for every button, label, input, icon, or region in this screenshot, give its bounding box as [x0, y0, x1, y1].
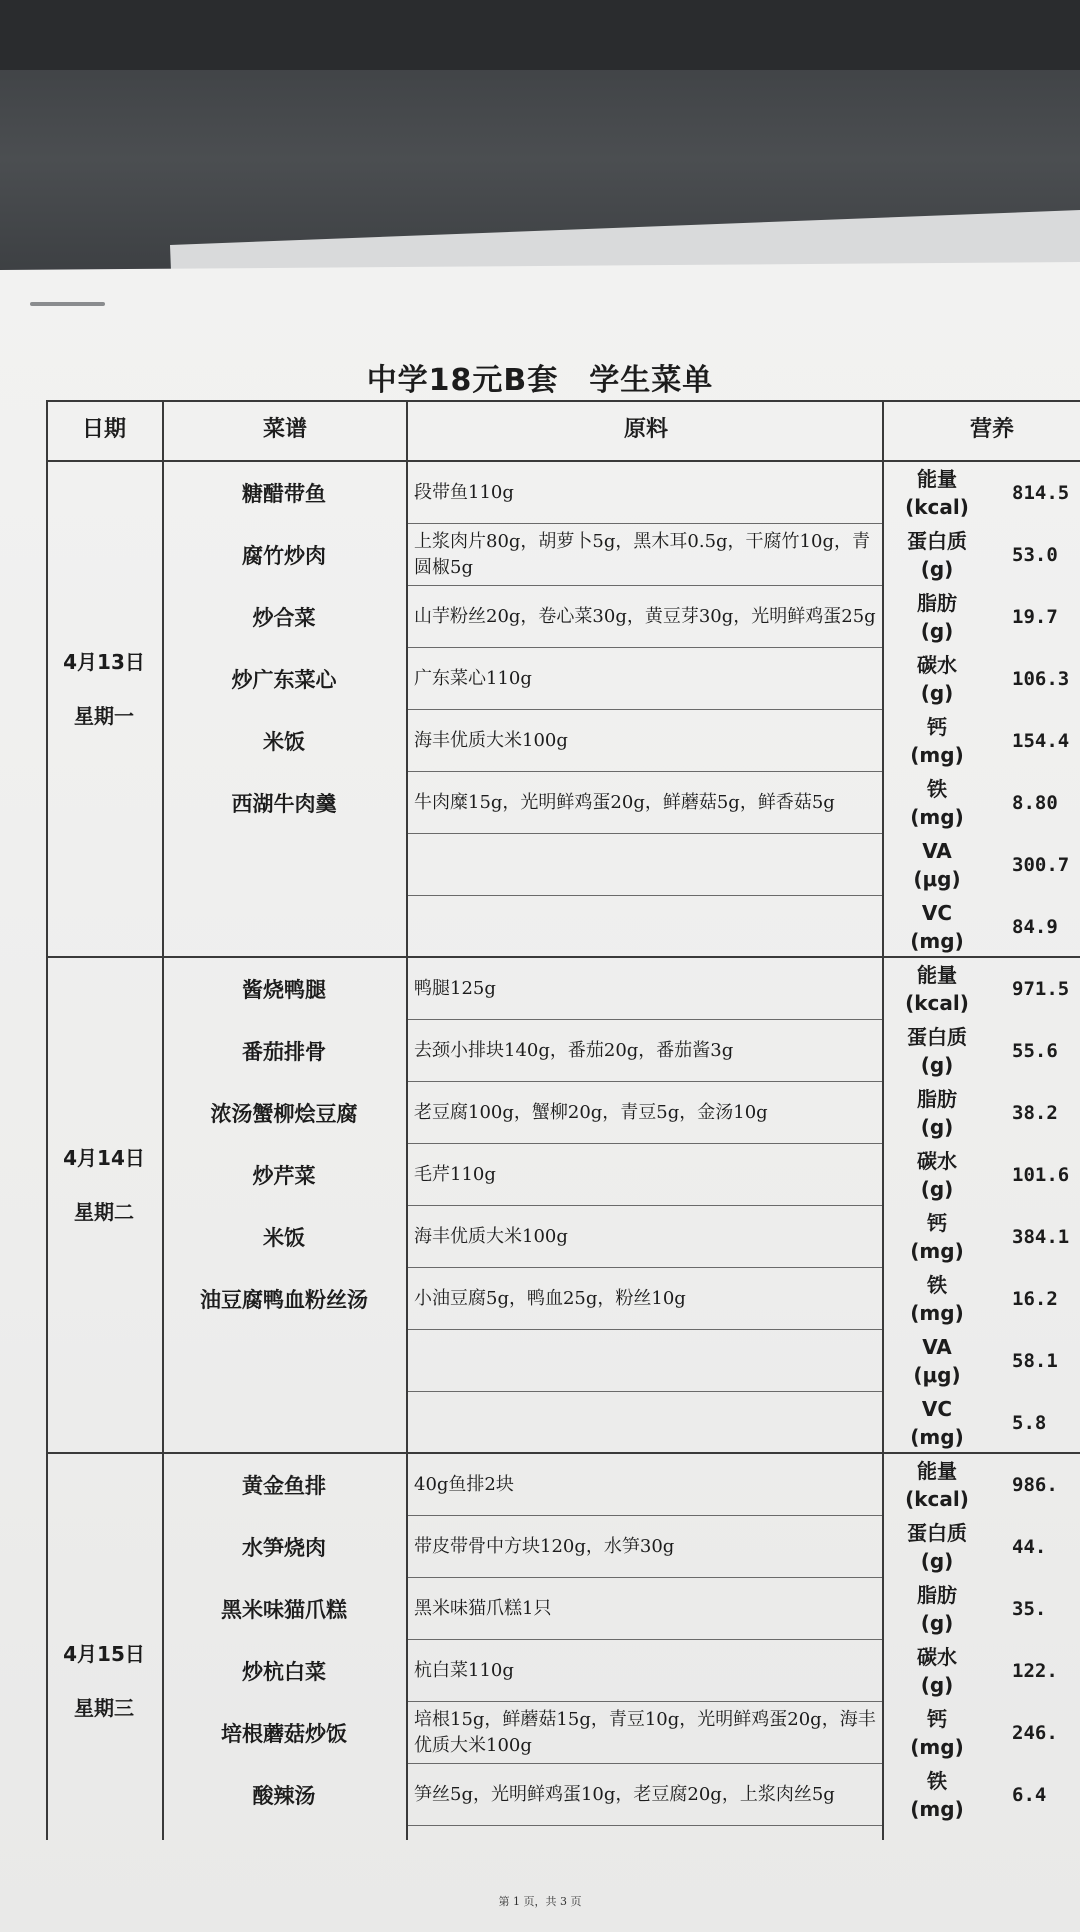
nutrition-label	[884, 1023, 990, 1079]
nutrition-name: 铁	[927, 1769, 947, 1793]
nutrition-value: 101.6	[1012, 1164, 1070, 1186]
nutrition-label	[884, 1333, 990, 1389]
dish-ingredients: 40g鱼排2块	[414, 1474, 514, 1495]
day-weekday: 星期一	[74, 704, 134, 728]
nutrition-name: 能量	[917, 963, 957, 987]
nutrition-name: 碳水	[917, 1645, 957, 1669]
nutrition-label	[884, 1085, 990, 1141]
nutrition-value: 16.2	[1012, 1288, 1058, 1310]
nutrition-name: 脂肪	[917, 1087, 957, 1111]
nutrition-unit: (μg)	[913, 1363, 961, 1387]
nutrition-label	[884, 465, 990, 521]
staple-mark	[30, 302, 105, 306]
header-dish: 菜谱	[262, 417, 307, 442]
dish-ingredients: 海丰优质大米100g	[414, 730, 568, 751]
nutrition-name: 脂肪	[917, 1583, 957, 1607]
nutrition-label	[884, 1147, 990, 1203]
nutrition-unit: (g)	[920, 1053, 954, 1077]
dish-ingredients: 海丰优质大米100g	[414, 1226, 568, 1247]
ingredient-row-divider	[408, 895, 882, 896]
nutrition-value: 246.	[1012, 1722, 1058, 1744]
nutrition-unit: (mg)	[910, 1735, 964, 1759]
nutrition-label	[884, 837, 990, 893]
nutrition-label	[884, 1705, 990, 1761]
nutrition-label	[884, 1519, 990, 1575]
nutrition-unit: (mg)	[910, 805, 964, 829]
nutrition-name: 钙	[927, 715, 947, 739]
nutrition-name: 钙	[927, 1211, 947, 1235]
nutrition-unit: (mg)	[910, 1301, 964, 1325]
dish-ingredients: 山芋粉丝20g，卷心菜30g，黄豆芽30g，光明鲜鸡蛋25g	[414, 606, 876, 627]
dish-name: 油豆腐鸭血粉丝汤	[200, 1288, 368, 1312]
ingredient-row-divider	[408, 833, 882, 834]
nutrition-value: 971.5	[1012, 978, 1070, 1000]
nutrition-label	[884, 775, 990, 831]
menu-table	[46, 400, 1080, 1840]
nutrition-value: 122.	[1012, 1660, 1058, 1682]
dish-ingredients: 培根15g，鲜蘑菇15g，青豆10g，光明鲜鸡蛋20g，海丰优质大米100g	[414, 1709, 876, 1756]
nutrition-label	[884, 527, 990, 583]
nutrition-value: 106.3	[1012, 668, 1070, 690]
nutrition-unit: (g)	[920, 619, 954, 643]
nutrition-unit: (mg)	[910, 743, 964, 767]
dish-name: 腐竹炒肉	[242, 544, 326, 568]
dish-name: 米饭	[263, 730, 305, 754]
header-nutrition: 营养	[969, 417, 1014, 442]
nutrition-name: 铁	[927, 777, 947, 801]
day-date: 4月13日	[63, 650, 145, 674]
nutrition-name: 蛋白质	[907, 1025, 967, 1049]
nutrition-label	[884, 1643, 990, 1699]
dish-name: 水笋烧肉	[242, 1536, 326, 1560]
page-footer: 第 1 页，共 3 页	[498, 1895, 582, 1908]
dish-ingredients: 去颈小排块140g，番茄20g，番茄酱3g	[414, 1040, 734, 1061]
nutrition-value: 58.1	[1012, 1350, 1058, 1372]
day-date: 4月14日	[63, 1146, 145, 1170]
day-weekday: 星期三	[74, 1696, 134, 1720]
nutrition-label	[884, 589, 990, 645]
dish-ingredients: 杭白菜110g	[414, 1660, 514, 1681]
nutrition-unit: (g)	[920, 1673, 954, 1697]
nutrition-unit: (g)	[920, 681, 954, 705]
nutrition-label	[884, 1581, 990, 1637]
dish-name: 番茄排骨	[242, 1040, 326, 1064]
dish-name: 黑米味猫爪糕	[221, 1598, 347, 1622]
dish-name: 浓汤蟹柳烩豆腐	[210, 1102, 358, 1126]
nutrition-unit: (mg)	[910, 1425, 964, 1449]
table-top-border	[46, 400, 1080, 402]
nutrition-unit: (kcal)	[905, 495, 969, 519]
printer-edge	[0, 0, 1080, 70]
nutrition-label	[884, 1209, 990, 1265]
nutrition-unit: (mg)	[910, 1797, 964, 1821]
nutrition-unit: (μg)	[913, 867, 961, 891]
nutrition-label	[884, 1395, 990, 1451]
dish-name: 培根蘑菇炒饭	[221, 1722, 347, 1746]
nutrition-name: 能量	[917, 467, 957, 491]
nutrition-value: 38.2	[1012, 1102, 1058, 1124]
nutrition-label	[884, 651, 990, 707]
nutrition-name: 脂肪	[917, 591, 957, 615]
nutrition-value: 8.80	[1012, 792, 1058, 814]
dish-ingredients: 老豆腐100g，蟹柳20g，青豆5g，金汤10g	[414, 1102, 768, 1123]
nutrition-unit: (mg)	[910, 929, 964, 953]
nutrition-name: VA	[922, 839, 952, 863]
nutrition-unit: (g)	[920, 557, 954, 581]
dish-ingredients: 黑米味猫爪糕1只	[414, 1598, 552, 1619]
dish-ingredients: 小油豆腐5g，鸭血25g，粉丝10g	[414, 1288, 686, 1309]
nutrition-label	[884, 1767, 990, 1823]
dish-name: 炒芹菜	[252, 1164, 316, 1188]
nutrition-label	[884, 1271, 990, 1327]
dish-name: 黄金鱼排	[242, 1474, 326, 1498]
dish-name: 西湖牛肉羹	[231, 792, 337, 816]
nutrition-name: 能量	[917, 1459, 957, 1483]
nutrition-value: 814.5	[1012, 482, 1070, 504]
nutrition-value: 154.4	[1012, 730, 1070, 752]
dish-ingredients: 带皮带骨中方块120g，水笋30g	[414, 1536, 675, 1557]
nutrition-value: 300.7	[1012, 854, 1070, 876]
nutrition-label	[884, 1457, 990, 1513]
header-date: 日期	[81, 417, 126, 442]
nutrition-unit: (kcal)	[905, 1487, 969, 1511]
dish-ingredients: 牛肉糜15g，光明鲜鸡蛋20g，鲜蘑菇5g，鲜香菇5g	[414, 792, 835, 813]
nutrition-value: 55.6	[1012, 1040, 1058, 1062]
nutrition-unit: (g)	[920, 1177, 954, 1201]
dish-name: 酸辣汤	[252, 1784, 316, 1808]
nutrition-value: 35.	[1012, 1598, 1047, 1620]
nutrition-unit: (g)	[920, 1115, 954, 1139]
dish-ingredients: 鸭腿125g	[414, 978, 496, 999]
header-ingredients: 原料	[623, 417, 668, 442]
dish-name: 米饭	[263, 1226, 305, 1250]
ingredient-row-divider	[408, 1825, 882, 1826]
day-date: 4月15日	[63, 1642, 145, 1666]
page-title: 中学18元B套 学生菜单	[366, 363, 714, 398]
nutrition-value: 19.7	[1012, 606, 1058, 628]
day-weekday: 星期二	[74, 1200, 134, 1224]
nutrition-name: VA	[922, 1335, 952, 1359]
nutrition-label	[884, 713, 990, 769]
nutrition-name: 蛋白质	[907, 529, 967, 553]
nutrition-unit: (mg)	[910, 1239, 964, 1263]
nutrition-value: 6.4	[1012, 1784, 1047, 1806]
dish-name: 炒杭白菜	[242, 1660, 326, 1684]
nutrition-label	[884, 961, 990, 1017]
nutrition-unit: (g)	[920, 1611, 954, 1635]
dish-name: 炒合菜	[252, 606, 316, 630]
ingredient-row-divider	[408, 1391, 882, 1392]
nutrition-name: 钙	[927, 1707, 947, 1731]
ingredient-row-divider	[408, 1329, 882, 1330]
nutrition-name: VC	[921, 901, 953, 925]
nutrition-value: 53.0	[1012, 544, 1058, 566]
dish-ingredients: 毛芹110g	[414, 1164, 496, 1185]
dish-ingredients: 笋丝5g，光明鲜鸡蛋10g，老豆腐20g，上浆肉丝5g	[414, 1784, 835, 1805]
nutrition-value: 986.	[1012, 1474, 1058, 1496]
nutrition-name: VC	[921, 1397, 953, 1421]
dish-name: 酱烧鸭腿	[242, 978, 326, 1002]
nutrition-value: 44.	[1012, 1536, 1047, 1558]
nutrition-label	[884, 899, 990, 955]
nutrition-unit: (g)	[920, 1549, 954, 1573]
nutrition-name: 铁	[927, 1273, 947, 1297]
dish-name: 炒广东菜心	[231, 668, 337, 692]
nutrition-name: 碳水	[917, 1149, 957, 1173]
dish-ingredients: 段带鱼110g	[414, 482, 514, 503]
nutrition-name: 碳水	[917, 653, 957, 677]
nutrition-value: 84.9	[1012, 916, 1058, 938]
dish-ingredients: 上浆肉片80g，胡萝卜5g，黑木耳0.5g，干腐竹10g，青圆椒5g	[414, 531, 870, 578]
nutrition-value: 5.8	[1012, 1412, 1047, 1434]
dish-name: 糖醋带鱼	[242, 482, 326, 506]
nutrition-name: 蛋白质	[907, 1521, 967, 1545]
nutrition-value: 384.1	[1012, 1226, 1070, 1248]
nutrition-unit: (kcal)	[905, 991, 969, 1015]
dish-ingredients: 广东菜心110g	[414, 668, 532, 689]
